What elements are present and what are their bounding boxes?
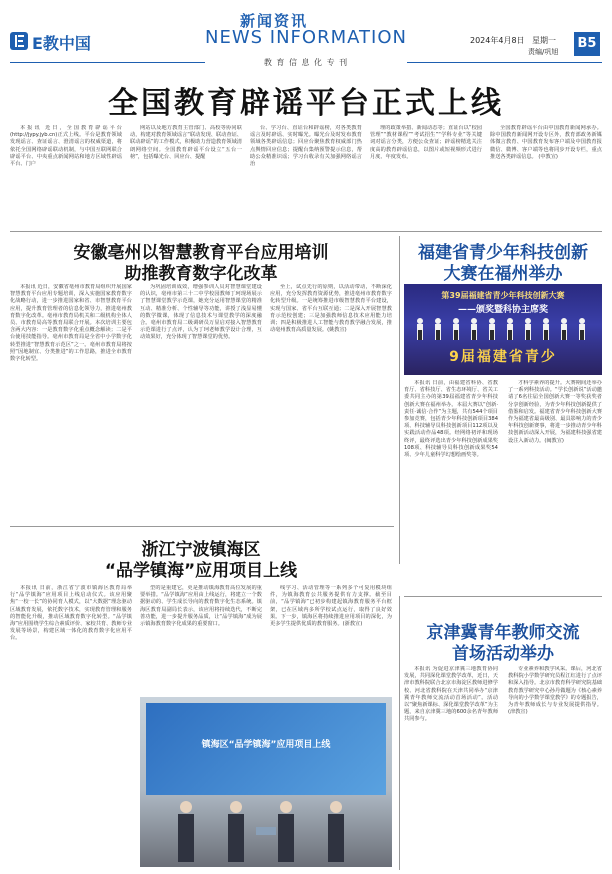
- masthead-rule-right: [407, 62, 602, 63]
- fujian-paragraph: 本报讯 日前，由福建省科协、省教育厅、省科技厅、省生态环境厅、省关工委共同主办的第39届福建省青少年科技创新大赛在福州举办。本届大赛以“创新·责任·诚信·合作”为主题，共有544个项目参加竞赛，包括青少年科技创新项目384项、科技辅导员科技创新项目112项以及实践活动作品48项。经网络初评和现场终评，最终评选出青少年科技创新成果奖108项、科技辅导员科技创新成果奖54项、少年儿童科学幻想绘画奖等。: [404, 380, 498, 459]
- lead-paragraph: 网站以及地方教育主管部门、高校等协同联动，构建对教育领域谣言“联动发现、联动查证、联动辟谣”的工作模式，积极助力营造教育领域清朗网络空间。全国教育辟谣平台设立“五台一榜”，包括曝光台、回应台、提醒: [130, 125, 242, 160]
- fujian-col-2: [508, 380, 602, 594]
- issue-weekday: 星期一: [532, 36, 556, 45]
- lead-paragraph: 全国教育辟谣平台由中国教育新闻网承办。除中国教育新闻网开设专区外，教育部政务新媒体微言教育、中国教育发布客户端及中国教育报微信、微博、客户端等也将同步开设专栏，重点推送各类辟谣信息。 (中教宣): [490, 125, 602, 160]
- jjj-headline-line2: 首场活动举办: [452, 644, 554, 664]
- ningbo-launch-photo: [140, 697, 392, 867]
- section-title-cn: 新闻资讯: [240, 12, 309, 30]
- ningbo-paragraph: 线学习、活动管理等一系列多个可复用模块组件，为镇海教育公共服务提供有力支撑。截至目前，“品学镇海”已初步构建起镇海教育服务平台框架，已在区域内多所学校试点运行，取得了良好效果。下一步，镇海区将持续推进应用项目的深化，为更多学生提供优质的教育服务。(浙教宣): [270, 585, 392, 628]
- anhui-paragraph: 本报讯 近日，安徽省亳州市教育局组织开展国家智慧教育平台应用专题培训，深入实施国家教育数字化战略行动，进一步推进国家和省、市智慧教育平台应用，提升教育管理者的信息化领导力，推进亳州教育数字化改革。亳州市教育局机关和二级机构全体人员、市教育局高等教育局联合开展。本次培训主要包含两大内容：一是教育数字化重点概念解读；二是平台使用技能指导。亳州市教育局是全省中小学数字化转型推进“智慧教育示范区”之一。亳州市教育局将按照“因地制宜、分类推进”的工作思路，推进全市教育数字化转型。: [10, 284, 132, 363]
- jjj-paragraph: 专业素养和教学风采。课后，河北省教科院小学数学研究员程江红进行了点评和深入指导。北京市教育科学研究院基础教育教学研究中心孙丹做题为《核心素养导向的小学数学课堂教学》的专题报告，为青年教师成长与专业发展提供指导。(津教宣): [508, 666, 602, 716]
- photo-stage-led: 9届福建省青少: [449, 349, 557, 365]
- ningbo-paragraph: 型的是重建它，更是推动镇海教育高位发展的重要举措。“品学镇海”应用由上线运行，将建立一个数据驱动的、学生成长导向的教育数字化生态系统。镇海区教育局副局长表示，该应用将持续迭代，不断完善功能，进一步提升服务品质，让“品学镇海”成为展示镇海教育数字化成果的重要窗口。: [140, 585, 262, 628]
- masthead: [0, 0, 612, 72]
- section-divider: [404, 596, 602, 597]
- lead-col-3: [250, 125, 362, 227]
- stage-screen: [146, 703, 386, 795]
- section-title-en: NEWS INFORMATION: [205, 27, 407, 48]
- fujian-headline-line1: 福建省青少年科技创新: [418, 243, 588, 263]
- ningbo-col-1: [10, 585, 132, 869]
- lead-col-4: [370, 125, 482, 227]
- lead-paragraph: 台、学习台、直证台和辟谣榜，对各类教育谣言及时辟谣、实时曝光。曝光台及时发布教育领域各类辟谣信息；回应台聚焦教育权威部门热点舆情回应信息；提醒台集纳预警提示信息，帮助公众精准识谣；学习台收录有关加强网络谣言治: [250, 125, 362, 168]
- lead-col-2: [130, 125, 242, 227]
- screen-headline: 镇海区“品学镇海”应用项目上线: [201, 740, 331, 750]
- jjj-col-2: [508, 666, 602, 869]
- ningbo-col-2: [140, 585, 262, 693]
- e-edu-logo: [10, 30, 110, 52]
- jjj-headline-line1: 京津冀青年教师交流: [426, 623, 580, 643]
- ningbo-col-3: [270, 585, 392, 693]
- ningbo-headline-line2: “品学镇海”应用项目上线: [104, 561, 298, 581]
- anhui-headline-line1: 安徽亳州以智慧教育平台应用培训: [73, 243, 329, 263]
- masthead-tagline: 教 育 信 息 化 专 刊: [263, 58, 349, 67]
- lead-paragraph: 本报讯 近日，全国教育辟谣平台(http://jypy.jyb.cn)正式上线。平台是教育领域发现谣言、查证谣言、澄清谣言的权威渠道，将依托全国网络辟谣联动机制，与中国互联网联合辟谣平台、中央重点新闻网站和地方区域性辟谣平台、门户: [10, 125, 122, 168]
- issue-date: 2024年4月8日: [470, 36, 525, 45]
- column-divider: [399, 596, 400, 870]
- logo-icon: [10, 32, 28, 50]
- anhui-paragraph: 至上，试点先行的原则，以活动带动，不断深化应用，充分发挥教育资源优势，推进亳州市教育数字化转型升级。一是统筹推进市级智慧教育平台建设，实现与国家、省平台互联互通；二是深入开展智慧教育示范校创建；三是加强教师信息技术应用能力培训；四是积极推进人工智能与教育教学融合发展，推动亳州教育高质量发展。(姚教宣): [270, 284, 392, 334]
- anhui-headline-line2: 助推教育数字化改革: [124, 264, 278, 284]
- anhui-col-1: [10, 284, 132, 522]
- ningbo-paragraph: 本报讯 日前，浙江省宁波市镇海区教育局举行“品学镇海”应用项目上线启动仪式。该应用聚焦“一校一长”的协同育人模式，以“大数据”理念驱动区域教育发展，依托数字技术，实现教育管理和服务的智能化升级，推动区域教育数字化转型。“品学镇海”应用围绕学生综合素质评价、家校共育、教师专业发展等场景，构建区域一体化的教育数字化应用平台。: [10, 585, 132, 642]
- lead-headline: 全国教育辟谣平台正式上线: [108, 86, 504, 121]
- lead-col-5: [490, 125, 602, 227]
- photo-people: [156, 797, 376, 863]
- jjj-paragraph: 本报讯 为促进京津冀三地教育协同发展，共同深化课堂教学改革，近日，天津市教科院联合北京市海淀区教师进修学校、河北省教科院在天津共同举办“京津冀青年教师交流活动首场活动”。活动以“聚焦新课标、深化课堂教学改革”为主题，来自京津冀三地的600余名青年教师共同参与。: [404, 666, 498, 723]
- page-editor: 责编/巩旭: [528, 48, 559, 56]
- photo-stage-people: [410, 316, 596, 342]
- anhui-paragraph: 为巩固培训成效，增强参训人员对智慧课堂建设的认识，亳州市第三十二中学校园教师丁珂现场展示了智慧课堂教学示范课，她充分运用智慧课堂的精准互动、精准分析、个性辅导等功能，讲授了浅显易懂的数学微课，体现了信息技术与课堂教学的深度融合。亳州市教育局二级调研员万显启对接入智慧教育示范课进行了点评，认为丁珂老师教学设计合理，互动效果好，充分体现了智慧课堂的优势。: [140, 284, 262, 341]
- anhui-col-2: [140, 284, 262, 522]
- photo-banner-title: 第39届福建省青少年科技创新大赛: [441, 291, 565, 300]
- fujian-ceremony-photo: [404, 284, 602, 375]
- column-divider: [399, 236, 400, 564]
- masthead-rule-left: [10, 62, 205, 63]
- lead-paragraph: 理的政策举措、新闻动态等；直证台以“校园管理”“教材课程”“考试招生”“学科专业”等关键词对谣言分类，方便公众查证；辟谣榜精选关注度高的教育辟谣信息，以图片或短视频形式进行月度、年度发布。: [370, 125, 482, 160]
- anhui-col-3: [270, 284, 392, 522]
- page-number: B5: [574, 32, 600, 56]
- fujian-headline-line2: 大赛在福州举办: [443, 264, 563, 284]
- ningbo-headline-line1: 浙江宁波镇海区: [141, 540, 261, 560]
- section-divider: [10, 231, 602, 232]
- logo-text: E教中国: [32, 34, 91, 53]
- lead-col-1: [10, 125, 122, 227]
- fujian-paragraph: 才科学素养的提升。大赛期间还举办了一系列科技活动。“学长创新说”活动邀请了6名往届全国创新大赛一等奖获奖者分享创新经验，为青少年科技创新提供了借鉴和启发。福建省青少年科技创新大赛作为福建省最高级别、最具影响力的青少年科技创新赛事，将进一步推动青少年科技创新活动深入开展，为福建科技强省建设注入新动力。(闽教宣): [508, 380, 602, 444]
- jjj-col-1: [404, 666, 498, 869]
- photo-banner-sub: ——颁奖暨科协主席奖: [457, 305, 548, 315]
- fujian-col-1: [404, 380, 498, 594]
- section-divider: [10, 526, 394, 527]
